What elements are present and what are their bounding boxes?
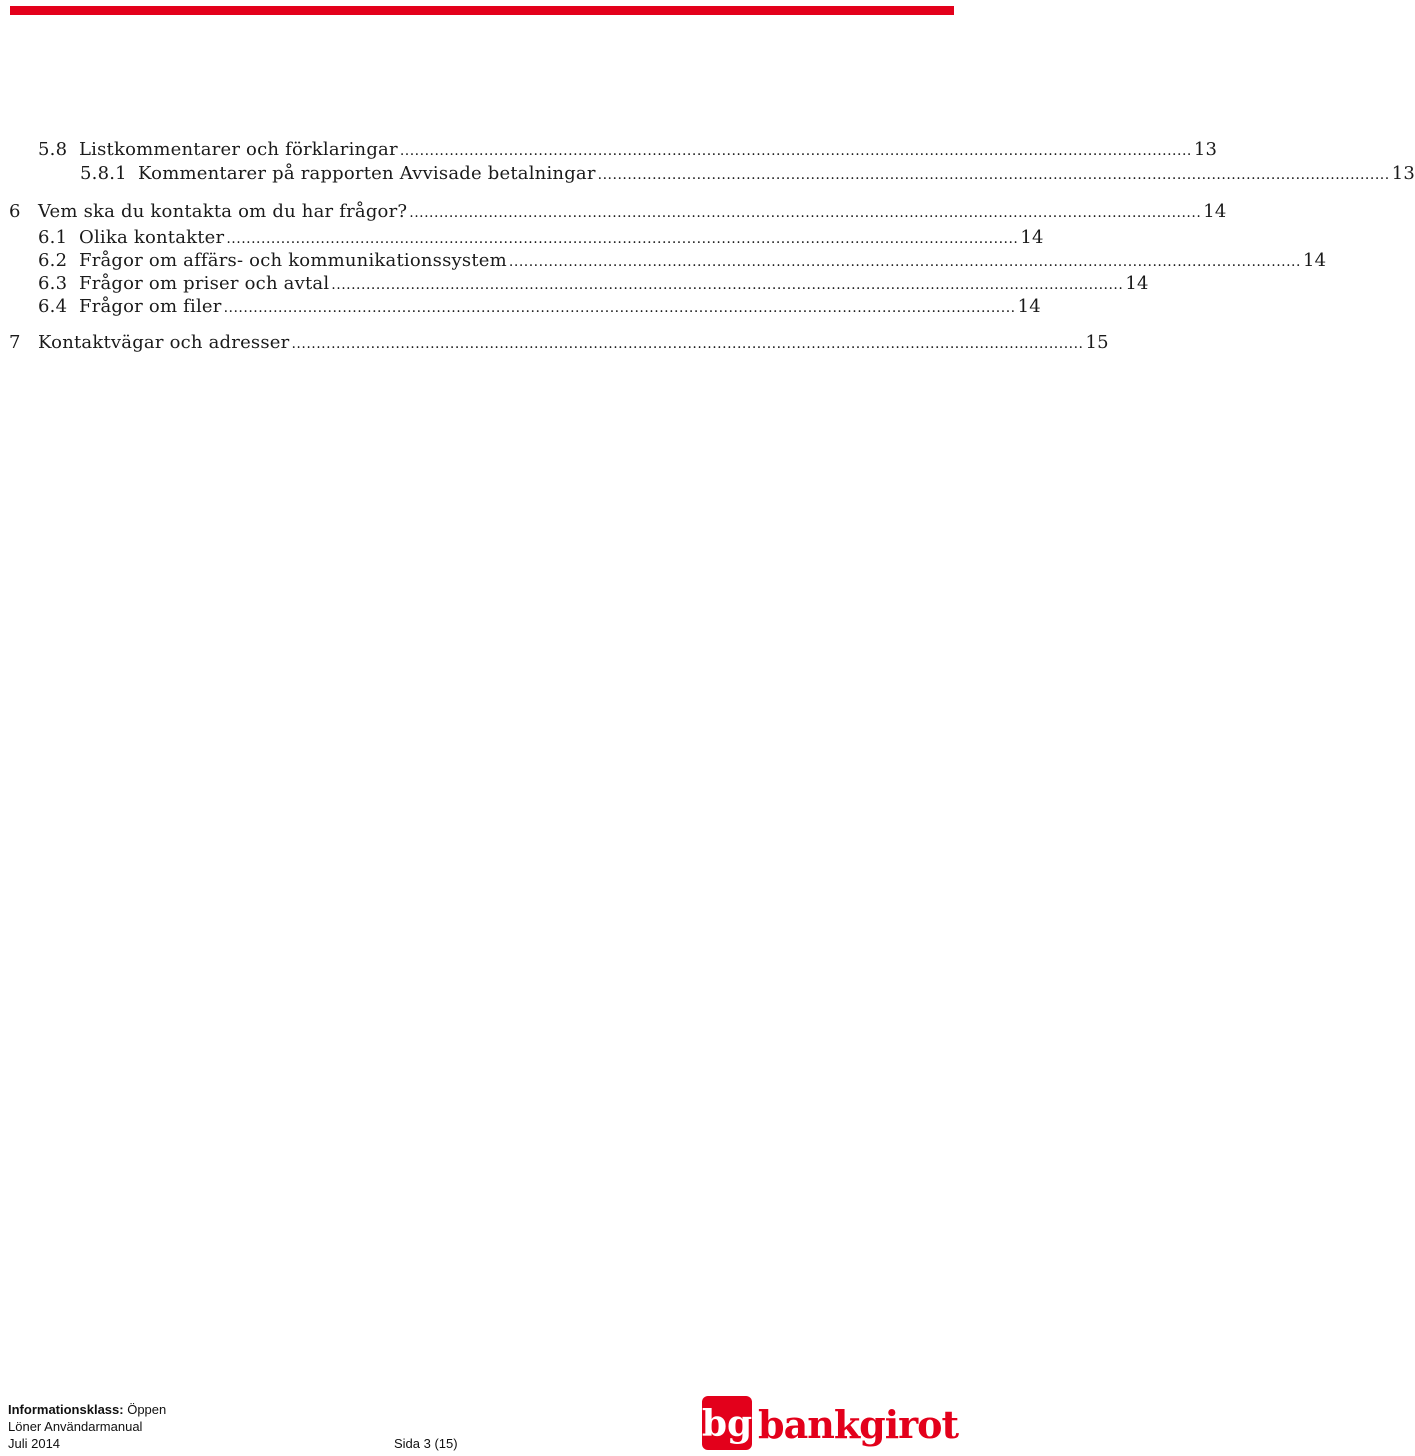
toc-leader: ................................................................................................................................................................: [331, 277, 1124, 293]
toc-leader: ................................................................................................................................................................: [399, 143, 1192, 159]
toc-entry[interactable]: [38, 250, 1327, 271]
toc-title: Kommentarer på rapporten Avvisade betalningar: [138, 163, 596, 184]
footer-date-row: [8, 1435, 468, 1452]
logo-mark-text: bg: [701, 1403, 753, 1445]
footer-class-value: Öppen: [127, 1402, 167, 1417]
toc-number: 6.2: [38, 250, 68, 271]
toc-entry[interactable]: [80, 163, 1415, 184]
footer-document-name: Löner Användarmanual: [8, 1419, 143, 1434]
toc-entry[interactable]: [38, 296, 1041, 317]
toc-leader: ................................................................................................................................................................: [508, 254, 1301, 270]
toc-entry[interactable]: [9, 332, 1109, 353]
toc-page-number: 14: [1125, 273, 1149, 294]
toc-number: 6.3: [38, 273, 68, 294]
bankgirot-logo-graphic: [700, 1394, 959, 1452]
toc-entry[interactable]: [38, 273, 1149, 294]
footer-class-label: Informationsklass:: [8, 1402, 124, 1417]
toc-number: 7: [9, 332, 21, 353]
toc-page-number: 15: [1085, 332, 1109, 353]
footer-date: Juli 2014: [8, 1436, 61, 1451]
toc-title: Frågor om filer: [79, 296, 222, 317]
footer-page-number: Sida 3 (15): [394, 1436, 458, 1451]
toc-page-number: 13: [1193, 139, 1218, 160]
toc-leader: ................................................................................................................................................................: [291, 336, 1084, 352]
page-footer: [8, 1401, 468, 1452]
toc-title: Vem ska du kontakta om du har frågor?: [38, 201, 408, 222]
toc-page-number: 14: [1203, 201, 1227, 222]
toc-number: 6.4: [38, 296, 68, 317]
toc-page-number: 13: [1391, 163, 1415, 184]
top-red-rule: [10, 6, 954, 15]
footer-information-class: [8, 1401, 468, 1418]
toc-number: 6.1: [38, 227, 68, 248]
toc-number: 5.8: [38, 139, 68, 160]
toc-leader: ................................................................................................................................................................: [223, 300, 1016, 316]
toc-page-number: 14: [1017, 296, 1041, 317]
toc-title: Frågor om priser och avtal: [79, 273, 330, 294]
toc-title: Frågor om affärs- och kommunikationssystem: [79, 250, 507, 271]
toc-page-number: 14: [1020, 227, 1044, 248]
toc-entry[interactable]: [38, 139, 1218, 160]
toc-number: 5.8.1: [80, 163, 127, 184]
toc-entry[interactable]: [9, 201, 1227, 222]
toc-entry[interactable]: [38, 227, 1044, 248]
toc-page-number: 14: [1302, 250, 1327, 271]
toc-leader: ................................................................................................................................................................: [409, 205, 1202, 221]
toc-leader: ................................................................................................................................................................: [597, 167, 1390, 183]
toc-title: Olika kontakter: [79, 227, 225, 248]
toc-title: Kontaktvägar och adresser: [38, 332, 290, 353]
toc-number: 6: [9, 201, 21, 222]
toc-leader: ................................................................................................................................................................: [226, 231, 1019, 247]
bankgirot-logo: [700, 1394, 959, 1452]
logo-wordmark: bankgirot: [758, 1402, 959, 1447]
toc-title: Listkommentarer och förklaringar: [79, 139, 398, 160]
